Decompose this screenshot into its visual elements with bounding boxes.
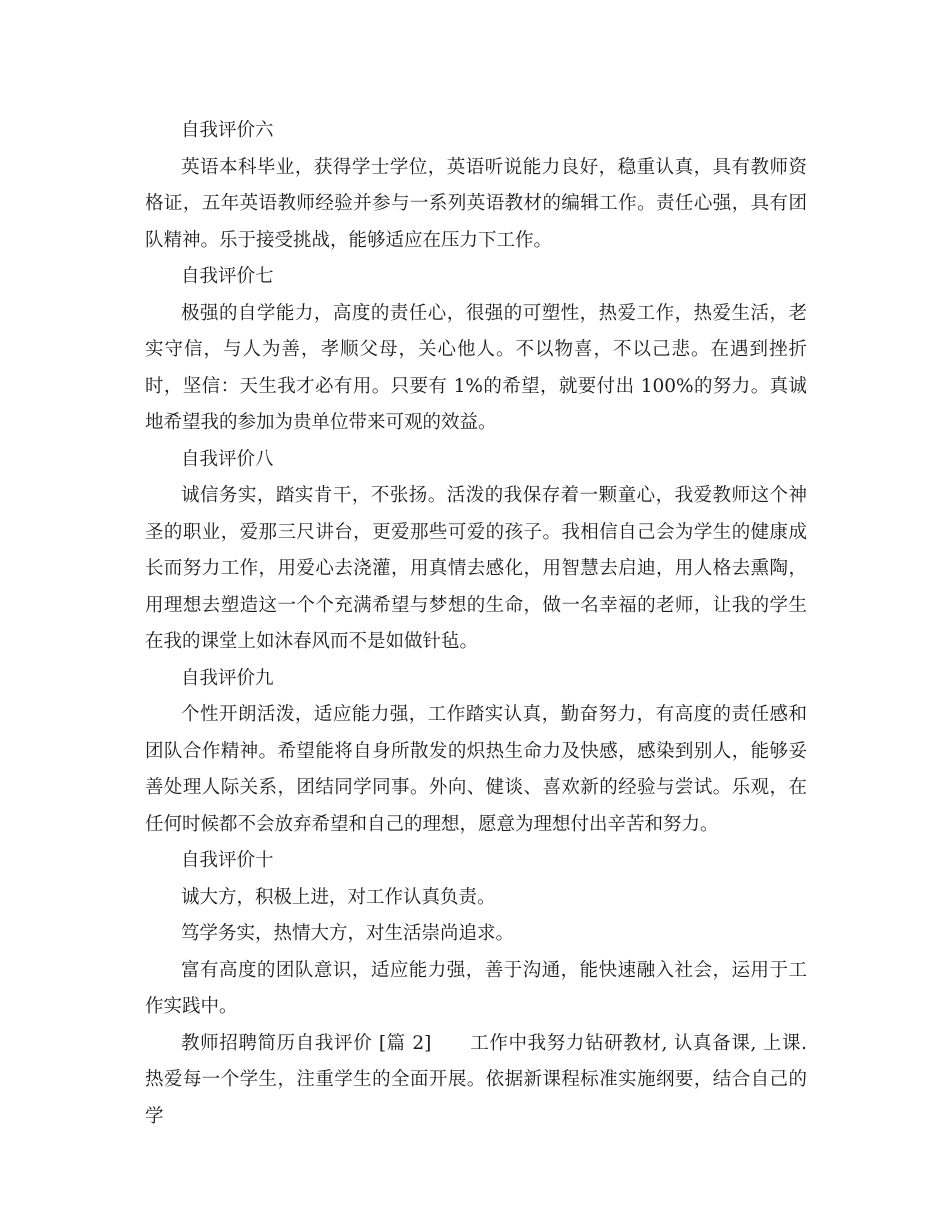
- section-10: [145, 843, 807, 1135]
- document-body: [145, 113, 807, 1135]
- section-paragraph: 诚大方，积极上进，对工作认真负责。: [181, 886, 496, 908]
- section-heading: 自我评价七: [181, 266, 274, 287]
- section-paragraph: 极强的自学能力，高度的责任心，很强的可塑性，热爱工作，热爱生活，老实守信，与人为善，孝顺父母，关心他人。不以物喜，不以己悲。在遇到挫折时，坚信：天生我才必有用。只要有 1%的希望，就要付出 100%的努力。真诚地希望我的参加为贵单位带来可观的效益。: [145, 302, 807, 433]
- section-7: [145, 259, 807, 442]
- section-paragraph: 英语本科毕业，获得学士学位，英语听说能力良好，稳重认真，具有教师资格证，五年英语教师经验并参与一系列英语教材的编辑工作。责任心强，具有团队精神。乐于接受挑战，能够适应在压力下工作。: [145, 156, 807, 251]
- section-heading: 自我评价九: [181, 667, 274, 689]
- section-paragraph: 诚信务实，踏实肯干，不张扬。活泼的我保存着一颗童心，我爱教师这个神圣的职业，爱那三尺讲台，更爱那些可爱的孩子。我相信自己会为学生的健康成长而努力工作，用爱心去浇灌，用真情去感化，用智慧去启迪，用人格去熏陶，用理想去塑造这一个个充满希望与梦想的生命，做一名幸福的老师，让我的学生在我的课堂上如沐春风而不是如做针毡。: [145, 485, 807, 652]
- section-paragraph: 笃学务实，热情大方，对生活崇尚追求。: [181, 923, 515, 944]
- section-9: [145, 661, 807, 844]
- section-paragraph: 个性开朗活泼，适应能力强，工作踏实认真，勤奋努力，有高度的责任感和团队合作精神。希望能将自身所散发的炽热生命力及快感，感染到别人，能够妥善处理人际关系，团结同学同事。外向、健谈、喜欢新的经验与尝试。乐观，在任何时候都不会放弃希望和自己的理想，愿意为理想付出辛苦和努力。: [145, 704, 807, 835]
- section-6: [145, 113, 807, 259]
- section-heading: 自我评价六: [181, 120, 274, 141]
- section-8: [145, 442, 807, 661]
- section-paragraph: 富有高度的团队意识，适应能力强，善于沟通，能快速融入社会，运用于工作实践中。: [145, 959, 807, 1017]
- section-heading: 自我评价八: [181, 448, 274, 470]
- section-heading: 自我评价十: [181, 850, 274, 871]
- section-paragraph: 教师招聘简历自我评价 [篇 2] 工作中我努力钻研教材, 认真备课, 上课. 热爱每一个学生，注重学生的全面开展。依据新课程标准实施纲要，结合自己的学: [145, 1032, 807, 1127]
